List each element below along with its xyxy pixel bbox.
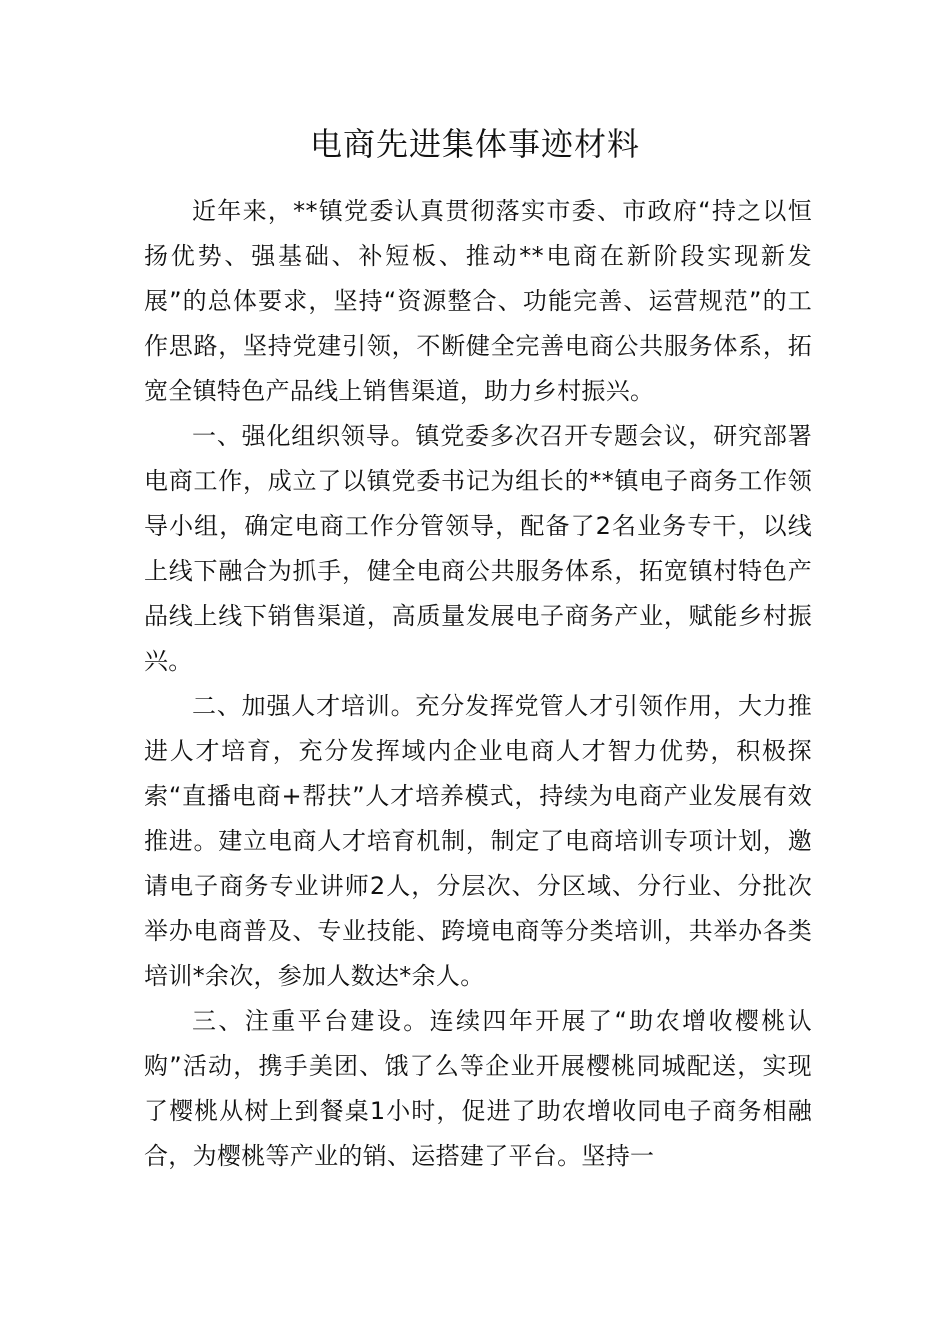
- document-title: 电商先进集体事迹材料: [309, 125, 640, 163]
- paragraph-intro: 近年来，**镇党委认真贯彻落实市委、市政府“持之以恒扬优势、强基础、补短板、推动**电商在新阶段实现新发展”的总体要求，坚持“资源整合、功能完善、运营规范”的工作思路，坚持党建引领，不断健全完善电商公共服务体系，拓宽全镇特色产品线上销售渠道，助力乡村振兴。: [144, 197, 812, 405]
- paragraph-organization: 一、强化组织领导。镇党委多次召开专题会议，研究部署电商工作，成立了以镇党委书记为组长的**镇电子商务工作领导小组，确定电商工作分管领导，配备了2名业务专干，以线上线下融合为抓手，健全电商公共服务体系，拓宽镇村特色产品线上线下销售渠道，高质量发展电子商务产业，赋能乡村振兴。: [144, 422, 812, 675]
- document-body: [144, 189, 812, 1179]
- paragraph-training: 二、加强人才培训。充分发挥党管人才引领作用，大力推进人才培育，充分发挥域内企业电商人才智力优势，积极探索“直播电商+帮扶”人才培养模式，持续为电商产业发展有效推进。建立电商人才培育机制，制定了电商培训专项计划，邀请电子商务专业讲师2人，分层次、分区域、分行业、分批次举办电商普及、专业技能、跨境电商等分类培训，共举办各类培训*余次，参加人数达*余人。: [144, 692, 812, 990]
- paragraph-platform: 三、注重平台建设。连续四年开展了“助农增收樱桃认购”活动，携手美团、饿了么等企业开展樱桃同城配送，实现了樱桃从树上到餐桌1小时，促进了助农增收同电子商务相融合，为樱桃等产业的销、运搭建了平台。坚持一: [144, 1007, 812, 1170]
